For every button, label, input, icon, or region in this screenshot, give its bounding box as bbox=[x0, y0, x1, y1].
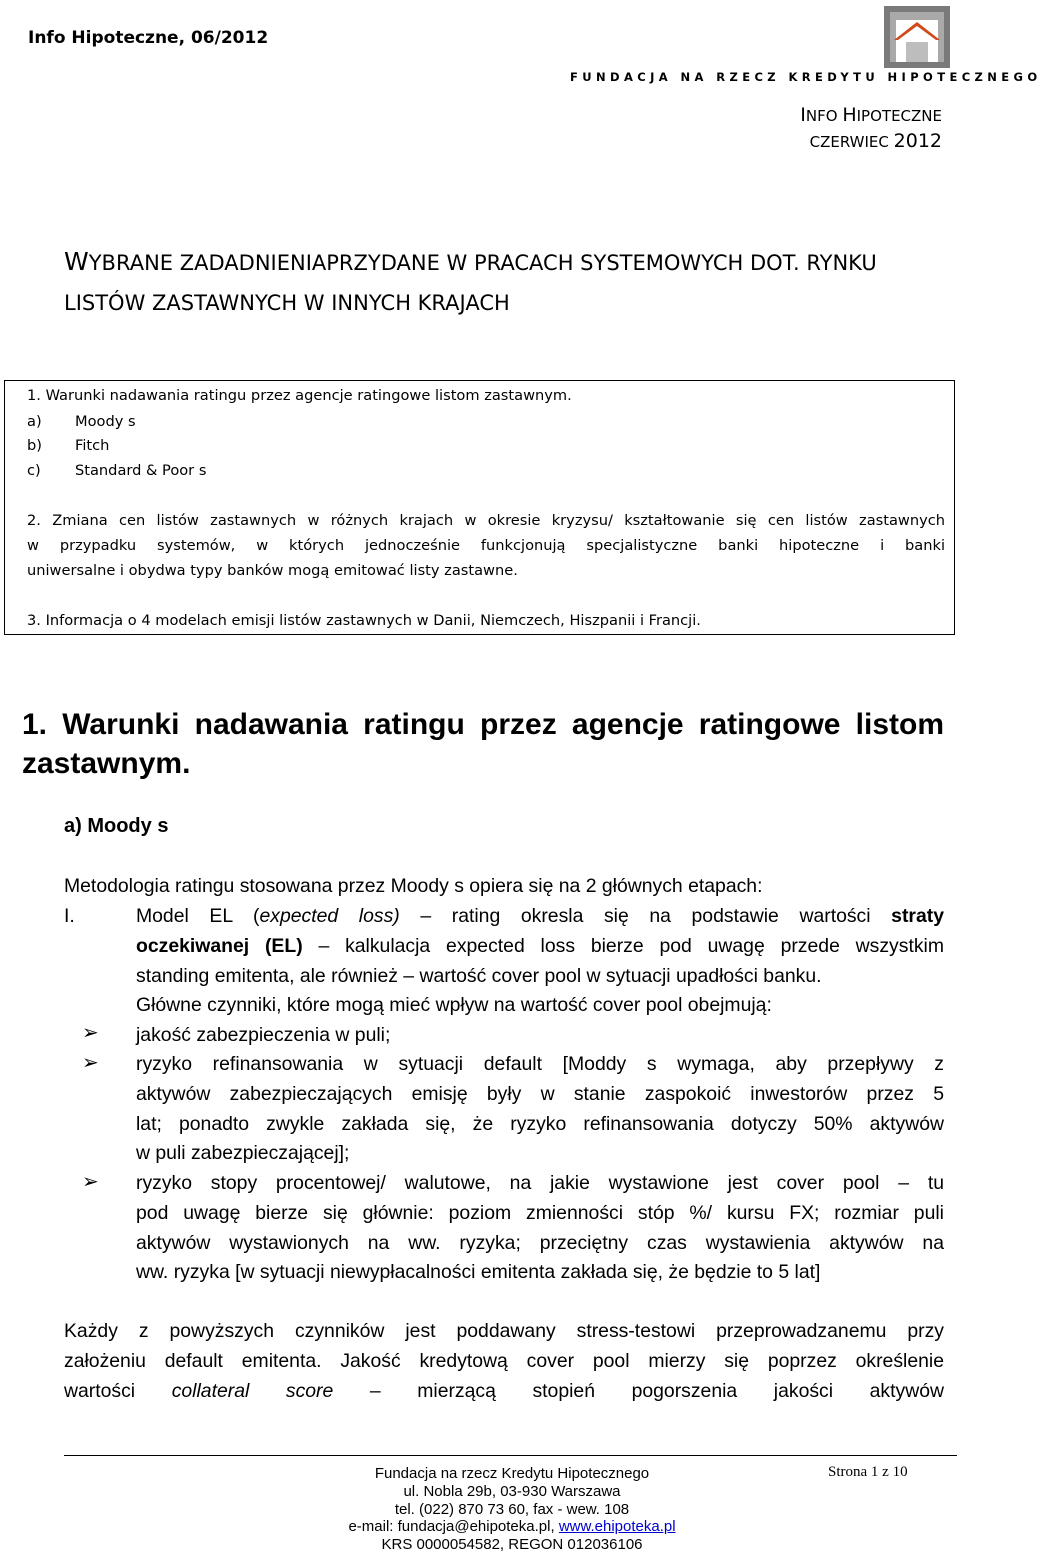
info-month: CZERWIEC bbox=[809, 133, 894, 151]
bullet-3-line-1: ryzyko stopy procentowej/ walutowe, na jakie wystawione jest cover pool – tu bbox=[136, 1172, 944, 1194]
closing-line-1: Każdy z powyższych czynników jest poddawany stress-testowi przeprowadzanemu przy bbox=[64, 1320, 944, 1342]
toc-sub-c bbox=[27, 462, 206, 479]
header-left-title: Info Hipoteczne, 06/2012 bbox=[28, 28, 269, 48]
toc-item-1: 1. Warunki nadawania ratingu przez agencje ratingowe listom zastawnym. bbox=[27, 387, 572, 404]
footer-address: ul. Nobla 29b, 03-930 Warszawa bbox=[403, 1482, 621, 1500]
toc-sub-a-label: a) bbox=[27, 413, 42, 430]
page-number: Strona 1 z 10 bbox=[828, 1464, 908, 1480]
bullet-3-line-3: aktywów wystawionych na ww. ryzyka; przeciętny czas wystawienia aktywów na bbox=[136, 1231, 944, 1254]
subheading-moodys: a) Moody s bbox=[64, 815, 169, 837]
bullet-2 bbox=[136, 1050, 944, 1169]
section-heading-line-2: zastawnym. bbox=[22, 747, 191, 780]
bullet-3 bbox=[136, 1169, 944, 1288]
toc-sub-b-text: Fitch bbox=[75, 437, 110, 454]
point-one-number: I. bbox=[64, 905, 75, 927]
closing-line-2: założeniu default emitenta. Jakość kredytową cover pool mierzy się poprzez określenie bbox=[64, 1349, 944, 1372]
p1-l1-d: straty bbox=[891, 905, 944, 927]
point-one-line-3: standing emitenta, ale również – wartość cover pool w sytuacji upadłości banku. bbox=[136, 964, 822, 987]
footer-org: Fundacja na rzecz Kredytu Hipotecznego bbox=[374, 1465, 650, 1482]
info-year: 2012 bbox=[893, 130, 942, 152]
toc-sub-a bbox=[27, 413, 136, 430]
p2-l3-c: – mierzącą stopień pogorszenia jakości aktywów bbox=[333, 1379, 944, 1402]
toc-item-2-line-1: 2. Zmiana cen listów zastawnych w różnych krajach w okresie kryzysu/ kształtowanie się cen listów zastawnych bbox=[27, 512, 945, 529]
bullet-3-line-4: ww. ryzyka [w sytuacji niewypłacalności emitenta zakłada się, że będzie to 5 lat] bbox=[136, 1261, 821, 1284]
toc-sub-c-label: c) bbox=[27, 462, 41, 479]
section-heading bbox=[22, 705, 944, 783]
p1-l1-b: expected loss) bbox=[259, 905, 400, 927]
intro-paragraph: Metodologia ratingu stosowana przez Moody s opiera się na 2 głównych etapach: bbox=[64, 875, 763, 897]
info-cap-i: I bbox=[800, 104, 806, 126]
footer bbox=[232, 1465, 792, 1554]
title-line-2: LISTÓW ZASTAWNYCH W INNYCH KRAJACH bbox=[64, 291, 510, 315]
bullet-arrow-icon: ➢ bbox=[82, 1020, 99, 1044]
toc-sub-b-label: b) bbox=[27, 437, 42, 454]
bullet-2-line-4: w puli zabezpieczającej]; bbox=[136, 1142, 350, 1165]
foundation-logo bbox=[884, 6, 950, 68]
p1-l2-b: – kalkulacja expected loss bierze pod uwagę przede wszystkim bbox=[302, 934, 944, 957]
footer-krs: KRS 0000054582, REGON 012036106 bbox=[381, 1536, 643, 1554]
point-one-line-2 bbox=[136, 932, 944, 962]
closing-line-3 bbox=[64, 1377, 944, 1407]
bullet-2-line-3: lat; ponadto zwykle zakłada się, że ryzyko refinansowania dotyczy 50% aktywów bbox=[136, 1112, 944, 1135]
footer-divider bbox=[64, 1455, 957, 1456]
bullet-arrow-icon: ➢ bbox=[82, 1169, 99, 1193]
document-title bbox=[64, 242, 944, 323]
info-line-1 bbox=[800, 104, 942, 126]
p1-l1-c: – rating okresla się na podstawie wartości bbox=[399, 905, 892, 927]
bullet-arrow-icon: ➢ bbox=[82, 1050, 99, 1074]
bullet-1: jakość zabezpieczenia w puli; bbox=[136, 1024, 391, 1046]
title-line-1 bbox=[64, 242, 944, 283]
info-line-2 bbox=[810, 130, 942, 152]
toc-item-2-line-3: uniwersalne i obydwa typy banków mogą emitować listy zastawne. bbox=[27, 562, 518, 579]
toc-sub-b bbox=[27, 437, 109, 454]
info-nfo: NFO bbox=[805, 107, 843, 125]
point-one-line-4: Główne czynniki, które mogą mieć wpływ na wartość cover pool obejmują: bbox=[136, 994, 772, 1017]
organization-name: FUNDACJA NA RZECZ KREDYTU HIPOTECZNEGO bbox=[570, 70, 1042, 84]
toc-item-2-line-2: w przypadku systemów, w których jednocześnie funkcjonują specjalistyczne banki hipoteczne i banki bbox=[27, 537, 945, 554]
bullet-2-line-1: ryzyko refinansowania w sytuacji default [Moddy s wymaga, aby przepływy z bbox=[136, 1053, 944, 1075]
point-one-text bbox=[136, 902, 944, 1021]
info-ipoteczne: IPOTECZNE bbox=[856, 107, 942, 125]
footer-contact bbox=[232, 1518, 792, 1536]
point-one-line-1 bbox=[136, 902, 944, 932]
table-of-contents-box bbox=[4, 380, 955, 635]
toc-item-3: 3. Informacja o 4 modelach emisji listów zastawnych w Danii, Niemczech, Hiszpanii i Francji. bbox=[27, 612, 701, 629]
toc-sub-c-text: Standard & Poor s bbox=[75, 462, 207, 479]
footer-email: e-mail: fundacja@ehipoteka.pl, bbox=[348, 1518, 559, 1536]
toc-sub-a-text: Moody s bbox=[75, 413, 136, 430]
title-line-1-rest: YBRANE ZADADNIENIAPRZYDANE W PRACACH SYSTEMOWYCH DOT. RYNKU bbox=[88, 251, 877, 275]
footer-phone: tel. (022) 870 73 60, fax - wew. 108 bbox=[394, 1500, 630, 1518]
bullet-3-line-2: pod uwagę bierze się głównie: poziom zmienności stóp %/ kursu FX; rozmiar puli bbox=[136, 1201, 944, 1224]
closing-paragraph bbox=[64, 1317, 944, 1406]
p1-l1-a: Model EL ( bbox=[136, 905, 260, 927]
footer-website-link[interactable]: www.ehipoteka.pl bbox=[558, 1518, 676, 1536]
title-cap: W bbox=[64, 247, 89, 276]
section-heading-line-1: 1. Warunki nadawania ratingu przez agencje ratingowe listom bbox=[22, 708, 944, 741]
p2-l3-a: wartości bbox=[64, 1379, 172, 1402]
bullet-2-line-2: aktywów zabezpieczających emisję były w stanie zaspokoić inwestorów przez 5 bbox=[136, 1082, 944, 1105]
info-cap-h: H bbox=[842, 104, 857, 126]
p1-l2-a: oczekiwanej (EL) bbox=[136, 934, 303, 957]
p2-l3-b: collateral score bbox=[171, 1379, 334, 1402]
